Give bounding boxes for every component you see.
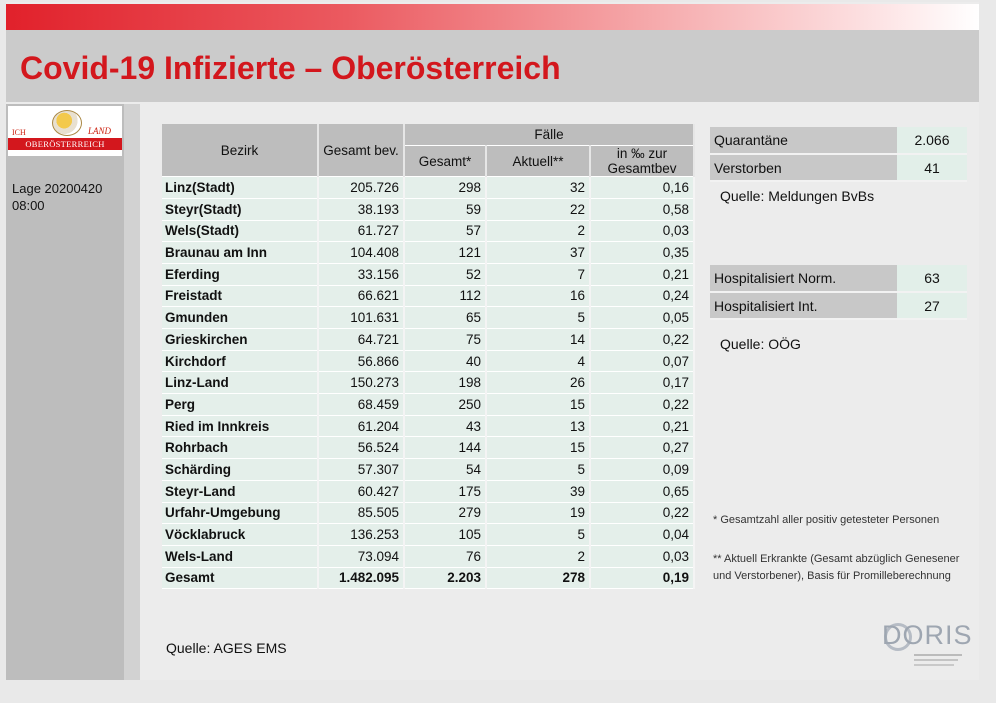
coat-of-arms-icon bbox=[52, 110, 82, 136]
header-bezirk: Bezirk bbox=[162, 124, 318, 177]
lage-time: 08:00 bbox=[12, 198, 45, 213]
hospital-norm-row bbox=[710, 265, 967, 292]
deceased-row bbox=[710, 154, 967, 181]
cell-promille: 0,21 bbox=[590, 263, 694, 285]
cell-bezirk: Linz(Stadt) bbox=[162, 177, 318, 199]
cell-aktuell: 5 bbox=[486, 524, 590, 546]
cell-aktuell: 5 bbox=[486, 459, 590, 481]
cell-gesamt-bev: 136.253 bbox=[318, 524, 404, 546]
cell-gesamt: 65 bbox=[404, 307, 486, 329]
total-promille: 0,19 bbox=[590, 567, 694, 589]
table-row bbox=[162, 220, 694, 242]
cell-gesamt: 298 bbox=[404, 177, 486, 199]
quarantine-row bbox=[710, 127, 967, 154]
cell-gesamt-bev: 33.156 bbox=[318, 263, 404, 285]
table-row bbox=[162, 437, 694, 459]
cell-promille: 0,07 bbox=[590, 350, 694, 372]
cell-aktuell: 22 bbox=[486, 198, 590, 220]
header-gradient-bar bbox=[6, 4, 979, 30]
cell-promille: 0,21 bbox=[590, 415, 694, 437]
cell-bezirk: Rohrbach bbox=[162, 437, 318, 459]
cell-gesamt: 75 bbox=[404, 329, 486, 351]
logo-land-text: LAND bbox=[88, 126, 112, 136]
doris-logo-text: DORIS bbox=[882, 620, 973, 650]
table-row bbox=[162, 242, 694, 264]
deceased-value: 41 bbox=[897, 154, 967, 181]
cell-gesamt-bev: 101.631 bbox=[318, 307, 404, 329]
cell-gesamt: 40 bbox=[404, 350, 486, 372]
footnote-gesamt: * Gesamtzahl aller positiv getesteter Personen bbox=[713, 514, 940, 526]
cell-bezirk: Wels-Land bbox=[162, 545, 318, 567]
cell-bezirk: Urfahr-Umgebung bbox=[162, 502, 318, 524]
cell-promille: 0,03 bbox=[590, 220, 694, 242]
cell-gesamt: 105 bbox=[404, 524, 486, 546]
cell-promille: 0,17 bbox=[590, 372, 694, 394]
cell-aktuell: 5 bbox=[486, 307, 590, 329]
cell-promille: 0,24 bbox=[590, 285, 694, 307]
cell-gesamt: 121 bbox=[404, 242, 486, 264]
cell-aktuell: 37 bbox=[486, 242, 590, 264]
sidebar bbox=[6, 104, 124, 680]
cell-gesamt: 43 bbox=[404, 415, 486, 437]
cell-gesamt: 52 bbox=[404, 263, 486, 285]
cell-gesamt-bev: 64.721 bbox=[318, 329, 404, 351]
cell-gesamt-bev: 38.193 bbox=[318, 198, 404, 220]
cell-promille: 0,22 bbox=[590, 329, 694, 351]
page-title: Covid-19 Infizierte – Oberösterreich bbox=[20, 50, 561, 86]
cell-bezirk: Braunau am Inn bbox=[162, 242, 318, 264]
quarantine-value: 2.066 bbox=[897, 127, 967, 154]
lage-timestamp bbox=[12, 180, 102, 214]
sidebar-stripe bbox=[124, 104, 140, 680]
quarantine-table bbox=[710, 127, 967, 182]
cell-gesamt: 250 bbox=[404, 394, 486, 416]
cell-gesamt: 279 bbox=[404, 502, 486, 524]
cell-bezirk: Freistadt bbox=[162, 285, 318, 307]
cell-gesamt-bev: 68.459 bbox=[318, 394, 404, 416]
total-gesamt: 2.203 bbox=[404, 567, 486, 589]
table-row bbox=[162, 524, 694, 546]
cell-aktuell: 2 bbox=[486, 220, 590, 242]
header-gesamt: Gesamt* bbox=[404, 146, 486, 177]
cell-bezirk: Steyr-Land bbox=[162, 480, 318, 502]
cell-aktuell: 4 bbox=[486, 350, 590, 372]
cell-gesamt-bev: 85.505 bbox=[318, 502, 404, 524]
cell-aktuell: 7 bbox=[486, 263, 590, 285]
cell-gesamt: 54 bbox=[404, 459, 486, 481]
source-oog: Quelle: OÖG bbox=[720, 336, 801, 352]
table-row bbox=[162, 198, 694, 220]
hospital-norm-value: 63 bbox=[897, 265, 967, 292]
cell-gesamt-bev: 66.621 bbox=[318, 285, 404, 307]
table-row bbox=[162, 459, 694, 481]
total-gesamt-bev: 1.482.095 bbox=[318, 567, 404, 589]
cell-gesamt: 57 bbox=[404, 220, 486, 242]
cell-gesamt-bev: 61.727 bbox=[318, 220, 404, 242]
hospital-table bbox=[710, 265, 967, 320]
source-ages: Quelle: AGES EMS bbox=[166, 640, 287, 656]
cell-aktuell: 16 bbox=[486, 285, 590, 307]
logo-ich-text: ICH bbox=[12, 128, 26, 137]
table-row bbox=[162, 502, 694, 524]
cell-bezirk: Eferding bbox=[162, 263, 318, 285]
table-row bbox=[162, 329, 694, 351]
table-row bbox=[162, 307, 694, 329]
land-ooe-logo bbox=[8, 106, 122, 156]
slide bbox=[6, 2, 979, 680]
cell-bezirk: Schärding bbox=[162, 459, 318, 481]
cell-bezirk: Perg bbox=[162, 394, 318, 416]
footnote-aktuell: ** Aktuell Erkrankte (Gesamt abzüglich Genesener und Verstorbener), Basis für Promilleberechnung bbox=[713, 553, 960, 582]
cell-aktuell: 14 bbox=[486, 329, 590, 351]
cell-bezirk: Gmunden bbox=[162, 307, 318, 329]
cell-gesamt-bev: 56.866 bbox=[318, 350, 404, 372]
lage-date: Lage 20200420 bbox=[12, 181, 103, 196]
cell-promille: 0,58 bbox=[590, 198, 694, 220]
quarantine-label: Quarantäne bbox=[710, 127, 897, 154]
table-row bbox=[162, 394, 694, 416]
cell-bezirk: Vöcklabruck bbox=[162, 524, 318, 546]
hospital-int-value: 27 bbox=[897, 292, 967, 319]
cell-gesamt: 144 bbox=[404, 437, 486, 459]
cell-gesamt: 198 bbox=[404, 372, 486, 394]
cell-promille: 0,03 bbox=[590, 545, 694, 567]
cell-gesamt-bev: 104.408 bbox=[318, 242, 404, 264]
table-row bbox=[162, 545, 694, 567]
table-row bbox=[162, 285, 694, 307]
cell-aktuell: 26 bbox=[486, 372, 590, 394]
total-aktuell: 278 bbox=[486, 567, 590, 589]
cell-gesamt-bev: 56.524 bbox=[318, 437, 404, 459]
cell-promille: 0,05 bbox=[590, 307, 694, 329]
header-gesamt-bev: Gesamt bev. bbox=[318, 124, 404, 177]
header-aktuell: Aktuell** bbox=[486, 146, 590, 177]
header-faelle: Fälle bbox=[404, 124, 694, 146]
cell-aktuell: 19 bbox=[486, 502, 590, 524]
cell-promille: 0,04 bbox=[590, 524, 694, 546]
cell-bezirk: Linz-Land bbox=[162, 372, 318, 394]
cell-aktuell: 13 bbox=[486, 415, 590, 437]
total-row bbox=[162, 567, 694, 589]
table-row bbox=[162, 415, 694, 437]
doris-subline bbox=[914, 659, 958, 661]
cell-promille: 0,22 bbox=[590, 502, 694, 524]
hospital-int-row bbox=[710, 292, 967, 319]
cell-aktuell: 15 bbox=[486, 394, 590, 416]
table-row bbox=[162, 372, 694, 394]
cell-promille: 0,27 bbox=[590, 437, 694, 459]
deceased-label: Verstorben bbox=[710, 154, 897, 181]
cell-gesamt: 112 bbox=[404, 285, 486, 307]
cell-promille: 0,35 bbox=[590, 242, 694, 264]
cell-bezirk: Wels(Stadt) bbox=[162, 220, 318, 242]
title-band bbox=[6, 30, 979, 102]
table-row bbox=[162, 177, 694, 199]
source-bvbs: Quelle: Meldungen BvBs bbox=[720, 188, 875, 204]
cell-bezirk: Steyr(Stadt) bbox=[162, 198, 318, 220]
cell-promille: 0,09 bbox=[590, 459, 694, 481]
cell-gesamt-bev: 73.094 bbox=[318, 545, 404, 567]
doris-logo-icon bbox=[882, 620, 973, 676]
cell-gesamt: 59 bbox=[404, 198, 486, 220]
hospital-norm-label: Hospitalisiert Norm. bbox=[710, 265, 897, 292]
cell-promille: 0,22 bbox=[590, 394, 694, 416]
table-row bbox=[162, 350, 694, 372]
doris-subline bbox=[914, 664, 954, 666]
cell-gesamt-bev: 61.204 bbox=[318, 415, 404, 437]
cell-bezirk: Ried im Innkreis bbox=[162, 415, 318, 437]
cell-gesamt-bev: 57.307 bbox=[318, 459, 404, 481]
cell-aktuell: 15 bbox=[486, 437, 590, 459]
cell-gesamt: 175 bbox=[404, 480, 486, 502]
cell-promille: 0,65 bbox=[590, 480, 694, 502]
doris-subline bbox=[914, 654, 962, 656]
cell-gesamt-bev: 205.726 bbox=[318, 177, 404, 199]
cell-bezirk: Kirchdorf bbox=[162, 350, 318, 372]
table-row bbox=[162, 480, 694, 502]
cell-aktuell: 39 bbox=[486, 480, 590, 502]
cell-aktuell: 2 bbox=[486, 545, 590, 567]
hospital-int-label: Hospitalisiert Int. bbox=[710, 292, 897, 319]
district-cases-table bbox=[162, 124, 695, 589]
cell-aktuell: 32 bbox=[486, 177, 590, 199]
logo-band-text: OBERÖSTERREICH bbox=[8, 138, 122, 150]
header-promille: in ‰ zur Gesamtbev bbox=[590, 146, 694, 177]
cell-bezirk: Grieskirchen bbox=[162, 329, 318, 351]
table-row bbox=[162, 263, 694, 285]
cell-gesamt: 76 bbox=[404, 545, 486, 567]
cell-gesamt-bev: 150.273 bbox=[318, 372, 404, 394]
total-bezirk: Gesamt bbox=[162, 567, 318, 589]
cell-promille: 0,16 bbox=[590, 177, 694, 199]
cell-gesamt-bev: 60.427 bbox=[318, 480, 404, 502]
